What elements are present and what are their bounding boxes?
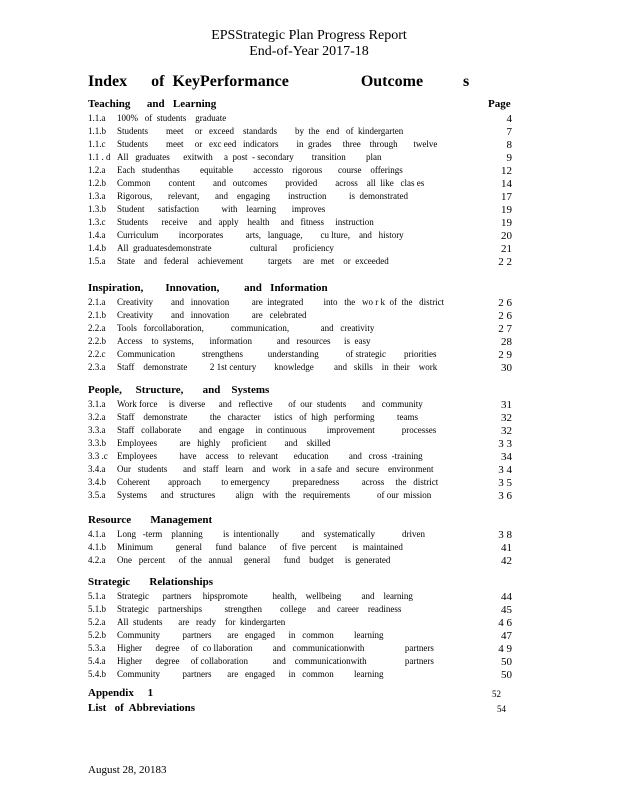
entry-text: Our students and staff learn and work in a safe and secure environment <box>117 464 434 474</box>
entry-page: 7 <box>506 126 512 138</box>
entry-code: 5.2.a <box>88 617 106 627</box>
entry-text: Tools forcollaboration, communication, and creativity <box>117 323 375 333</box>
entry-text: All graduatesdemonstrate cultural proficiency <box>117 243 334 253</box>
index-entry <box>88 165 512 177</box>
entry-code: 1.4.b <box>88 243 106 253</box>
entry-code: 3.5.a <box>88 490 106 500</box>
index-entry <box>88 204 512 216</box>
entry-text: Staff demonstrate the character istics of high performing teams <box>117 412 419 422</box>
entry-page: 3 8 <box>498 529 512 541</box>
entry-page: 45 <box>501 604 512 616</box>
entry-code: 2.2.c <box>88 349 106 359</box>
entry-code: 1.4.a <box>88 230 106 240</box>
entry-page: 4 9 <box>498 643 512 655</box>
index-entry <box>88 243 512 255</box>
entry-code: 3.3.b <box>88 438 106 448</box>
entry-code: 1.3.b <box>88 204 106 214</box>
entry-page: 3 5 <box>498 477 512 489</box>
entry-page: 32 <box>501 425 512 437</box>
index-entry <box>88 529 512 541</box>
entry-code: 3.4.a <box>88 464 106 474</box>
entry-text: Students receive and apply health and fitness instruction <box>117 217 374 227</box>
entry-code: 2.1.b <box>88 310 106 320</box>
entry-code: 1.1.c <box>88 139 106 149</box>
entry-code: 2.2.b <box>88 336 106 346</box>
entry-page: 14 <box>501 178 512 190</box>
index-entry <box>88 591 512 603</box>
page-column-header: Page <box>488 98 511 110</box>
entry-text: Higher degree of collaboration and communicationwith partners <box>117 656 434 666</box>
entry-text: Staff collaborate and engage in continuous improvement processes <box>117 425 437 435</box>
entry-page: 8 <box>506 139 512 151</box>
section-heading: People, Structure, and Systems <box>88 384 270 396</box>
entry-code: 2.3.a <box>88 362 106 372</box>
entry-text: Long -term planning is intentionally and systematically driven <box>117 529 425 539</box>
index-entry <box>88 113 512 125</box>
entry-text: All graduates exitwith a post - secondary transition plan <box>117 152 382 162</box>
entry-page: 20 <box>501 230 512 242</box>
entry-text: Students meet or exc eed indicators in grades three through twelve <box>117 139 438 149</box>
index-entry <box>88 323 512 335</box>
section-heading: Strategic Relationships <box>88 576 213 588</box>
entry-text: Employees have access to relevant education and cross -training <box>117 451 423 461</box>
entry-page: 31 <box>501 399 512 411</box>
abbreviations-page: 54 <box>497 704 506 714</box>
entry-text: Minimum general fund balance of five percent is maintained <box>117 542 403 552</box>
entry-code: 4.2.a <box>88 555 106 565</box>
report-date: August 28, 20183 <box>88 764 167 776</box>
index-entry <box>88 490 512 502</box>
entry-page: 34 <box>501 451 512 463</box>
entry-text: Access to systems, information and resources is easy <box>117 336 371 346</box>
report-title: EPSStrategic Plan Progress Report <box>211 28 407 43</box>
section-heading: Resource Management <box>88 514 213 526</box>
entry-page: 2 9 <box>498 349 512 361</box>
entry-page: 50 <box>501 656 512 668</box>
entry-page: 21 <box>501 243 512 255</box>
entry-page: 42 <box>501 555 512 567</box>
entry-page: 30 <box>501 362 512 374</box>
index-entry <box>88 191 512 203</box>
entry-page: 12 <box>501 165 512 177</box>
entry-page: 47 <box>501 630 512 642</box>
entry-text: Strategic partners hipspromote health, wellbeing and learning <box>117 591 413 601</box>
entry-text: Each studenthas equitable accessto rigorous course offerings <box>117 165 403 175</box>
index-entry <box>88 617 512 629</box>
entry-text: Communication strengthens understanding of strategic priorities <box>117 349 437 359</box>
entry-code: 2.1.a <box>88 297 106 307</box>
index-entry <box>88 256 512 268</box>
entry-text: Work force is diverse and reflective of our students and community <box>117 399 423 409</box>
entry-page: 2 2 <box>498 256 512 268</box>
entry-code: 1.1 . d <box>88 152 111 162</box>
entry-text: Community partners are engaged in common learning <box>117 669 384 679</box>
index-entry <box>88 438 512 450</box>
entry-code: 5.1.a <box>88 591 106 601</box>
entry-code: 5.3.a <box>88 643 106 653</box>
entry-text: Staff demonstrate 2 1st century knowledge and skills in their work <box>117 362 438 372</box>
entry-code: 4.1.a <box>88 529 106 539</box>
entry-text: Higher degree of co llaboration and communicationwith partners <box>117 643 434 653</box>
entry-text: 100% of students graduate <box>117 113 227 123</box>
entry-code: 4.1.b <box>88 542 106 552</box>
entry-code: 3.4.b <box>88 477 106 487</box>
entry-page: 19 <box>501 204 512 216</box>
entry-code: 1.1.a <box>88 113 106 123</box>
entry-page: 2 6 <box>498 297 512 309</box>
index-entry <box>88 336 512 348</box>
entry-text: Creativity and innovation are integrated into the wo r k of the district <box>117 297 445 307</box>
entry-code: 5.4.b <box>88 669 106 679</box>
entry-page: 50 <box>501 669 512 681</box>
entry-page: 3 6 <box>498 490 512 502</box>
entry-code: 5.2.b <box>88 630 106 640</box>
entry-text: State and federal achievement targets are met or exceeded <box>117 256 389 266</box>
entry-page: 3 3 <box>498 438 512 450</box>
index-entry <box>88 464 512 476</box>
entry-page: 2 7 <box>498 323 512 335</box>
entry-page: 2 6 <box>498 310 512 322</box>
index-entry <box>88 217 512 229</box>
entry-code: 5.1.b <box>88 604 106 614</box>
index-entry <box>88 297 512 309</box>
entry-text: All students are ready for kindergarten <box>117 617 286 627</box>
index-entry <box>88 310 512 322</box>
entry-text: Community partners are engaged in common learning <box>117 630 384 640</box>
entry-text: Strategic partnerships strengthen college and career readiness <box>117 604 402 614</box>
entry-text: Students meet or exceed standards by the end of kindergarten <box>117 126 404 136</box>
index-entry <box>88 656 512 668</box>
report-subtitle: End-of-Year 2017-18 <box>249 44 369 59</box>
index-entry <box>88 230 512 242</box>
index-entry <box>88 362 512 374</box>
index-entry <box>88 477 512 489</box>
index-entry <box>88 139 512 151</box>
index-entry <box>88 542 512 554</box>
entry-code: 3.3.a <box>88 425 106 435</box>
entry-code: 5.4.a <box>88 656 106 666</box>
index-entry <box>88 399 512 411</box>
appendix-page: 52 <box>492 689 501 699</box>
section-heading: Teaching and Learning <box>88 98 217 110</box>
entry-page: 28 <box>501 336 512 348</box>
index-entry <box>88 555 512 567</box>
entry-code: 3.1.a <box>88 399 106 409</box>
index-entry <box>88 643 512 655</box>
index-entry <box>88 630 512 642</box>
entry-code: 1.3.c <box>88 217 106 227</box>
index-entry <box>88 669 512 681</box>
entry-text: Coherent approach to emergency preparedness across the district <box>117 477 439 487</box>
index-entry <box>88 412 512 424</box>
entry-text: Creativity and innovation are celebrated <box>117 310 307 320</box>
entry-page: 17 <box>501 191 512 203</box>
entry-page: 32 <box>501 412 512 424</box>
entry-code: 2.2.a <box>88 323 106 333</box>
index-title: Index of KeyPerformance Outcome s <box>88 73 470 90</box>
index-entry <box>88 152 512 164</box>
entry-code: 1.2.a <box>88 165 106 175</box>
entry-page: 4 6 <box>498 617 512 629</box>
entry-text: Systems and structures align with the requirements of our mission <box>117 490 432 500</box>
index-entry <box>88 126 512 138</box>
entry-page: 44 <box>501 591 512 603</box>
entry-text: Common content and outcomes provided across all like clas es <box>117 178 425 188</box>
index-entry <box>88 425 512 437</box>
entry-page: 3 4 <box>498 464 512 476</box>
entry-code: 1.5.a <box>88 256 106 266</box>
entry-code: 1.1.b <box>88 126 106 136</box>
entry-text: Rigorous, relevant, and engaging instruction is demonstrated <box>117 191 408 201</box>
entry-text: Curriculum incorporates arts, language, cu lture, and history <box>117 230 404 240</box>
index-entry <box>88 178 512 190</box>
entry-code: 1.2.b <box>88 178 106 188</box>
entry-code: 1.3.a <box>88 191 106 201</box>
entry-code: 3.2.a <box>88 412 106 422</box>
section-heading: Inspiration, Innovation, and Information <box>88 282 328 294</box>
index-entry <box>88 349 512 361</box>
abbreviations-label: List of Abbreviations <box>88 702 196 714</box>
entry-page: 19 <box>501 217 512 229</box>
index-entry <box>88 451 512 463</box>
entry-code: 3.3 .c <box>88 451 108 461</box>
entry-text: Student satisfaction with learning improves <box>117 204 326 214</box>
entry-page: 4 <box>506 113 512 125</box>
entry-text: One percent of the annual general fund budget is generated <box>117 555 391 565</box>
entry-text: Employees are highly proficient and skilled <box>117 438 331 448</box>
appendix-label: Appendix 1 <box>88 687 154 699</box>
entry-page: 9 <box>506 152 512 164</box>
entry-page: 41 <box>501 542 512 554</box>
index-entry <box>88 604 512 616</box>
